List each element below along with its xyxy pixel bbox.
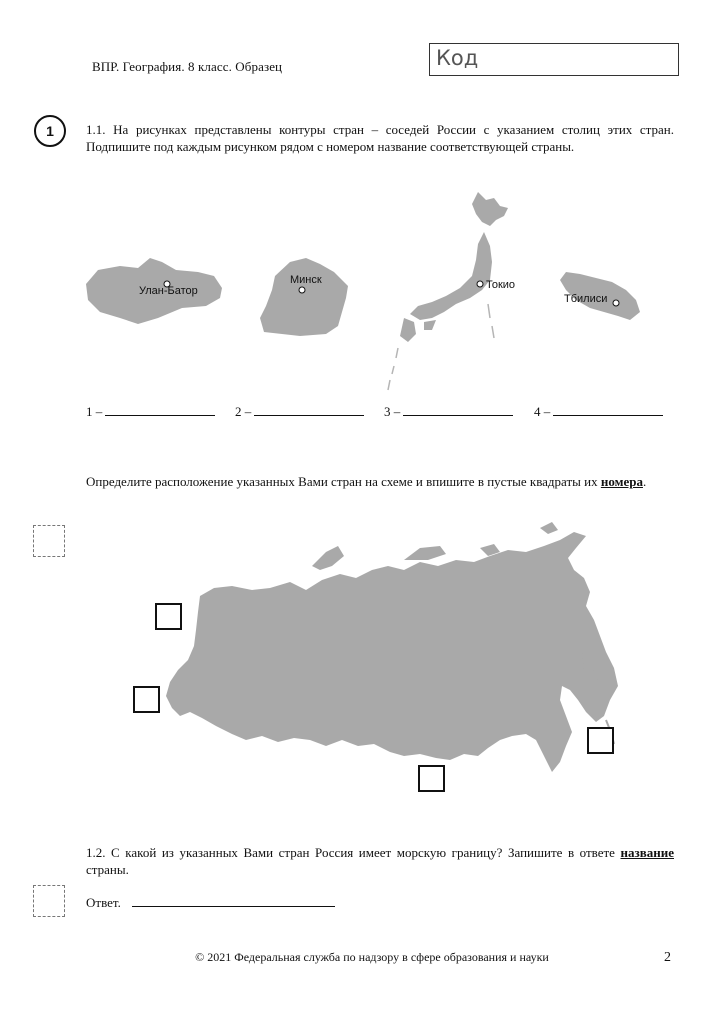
map-text-after: . xyxy=(642,474,647,489)
map-answer-box-3[interactable] xyxy=(587,727,614,754)
answer-number-2: 2 – xyxy=(235,404,252,419)
answer-input-line[interactable] xyxy=(132,906,335,907)
arctic-island-2 xyxy=(404,546,446,560)
capital-label-4: Тбилиси xyxy=(564,293,608,305)
task-number: 1 xyxy=(34,115,66,147)
capital-label-2: Минск xyxy=(290,274,322,286)
capital-label-1: Улан-Батор xyxy=(139,285,198,297)
question-1-2-text xyxy=(86,844,674,878)
answer-label: Ответ. xyxy=(86,895,121,910)
map-answer-box-2[interactable] xyxy=(133,686,160,713)
map-answer-box-4[interactable] xyxy=(418,765,445,792)
score-box-2[interactable] xyxy=(33,885,65,917)
answer-number-4: 4 – xyxy=(534,404,551,419)
q2-text-after: страны. xyxy=(86,862,129,877)
arctic-island-4 xyxy=(540,522,558,534)
arctic-island-1 xyxy=(312,546,344,570)
map-text-bold: номера xyxy=(600,474,643,489)
q2-text-bold: название xyxy=(620,845,674,860)
q2-text-before: 1.2. С какой из указанных Вами стран Россия имеет морскую границу? Запишите в ответе xyxy=(86,845,621,860)
answer-number-1: 1 – xyxy=(86,404,103,419)
header-title: ВПР. География. 8 класс. Образец xyxy=(92,59,283,74)
map-text-before: Определите расположение указанных Вами стран на схеме и впишите в пустые квадраты их xyxy=(86,474,601,489)
capital-label-3: Токио xyxy=(486,279,516,291)
answer-number-3: 3 – xyxy=(384,404,401,419)
page-number: 2 xyxy=(664,950,671,965)
question-1-1-text: 1.1. На рисунках представлены контуры стран – соседей России с указанием столиц этих стран. Подпишите под каждым рисунком рядом с номером название соответствующей страны. xyxy=(86,122,674,154)
map-answer-box-1[interactable] xyxy=(155,603,182,630)
code-label: Код xyxy=(436,46,479,70)
russia-outline xyxy=(166,532,618,772)
footer-copyright: © 2021 Федеральная служба по надзору в сфере образования и науки xyxy=(195,950,549,964)
